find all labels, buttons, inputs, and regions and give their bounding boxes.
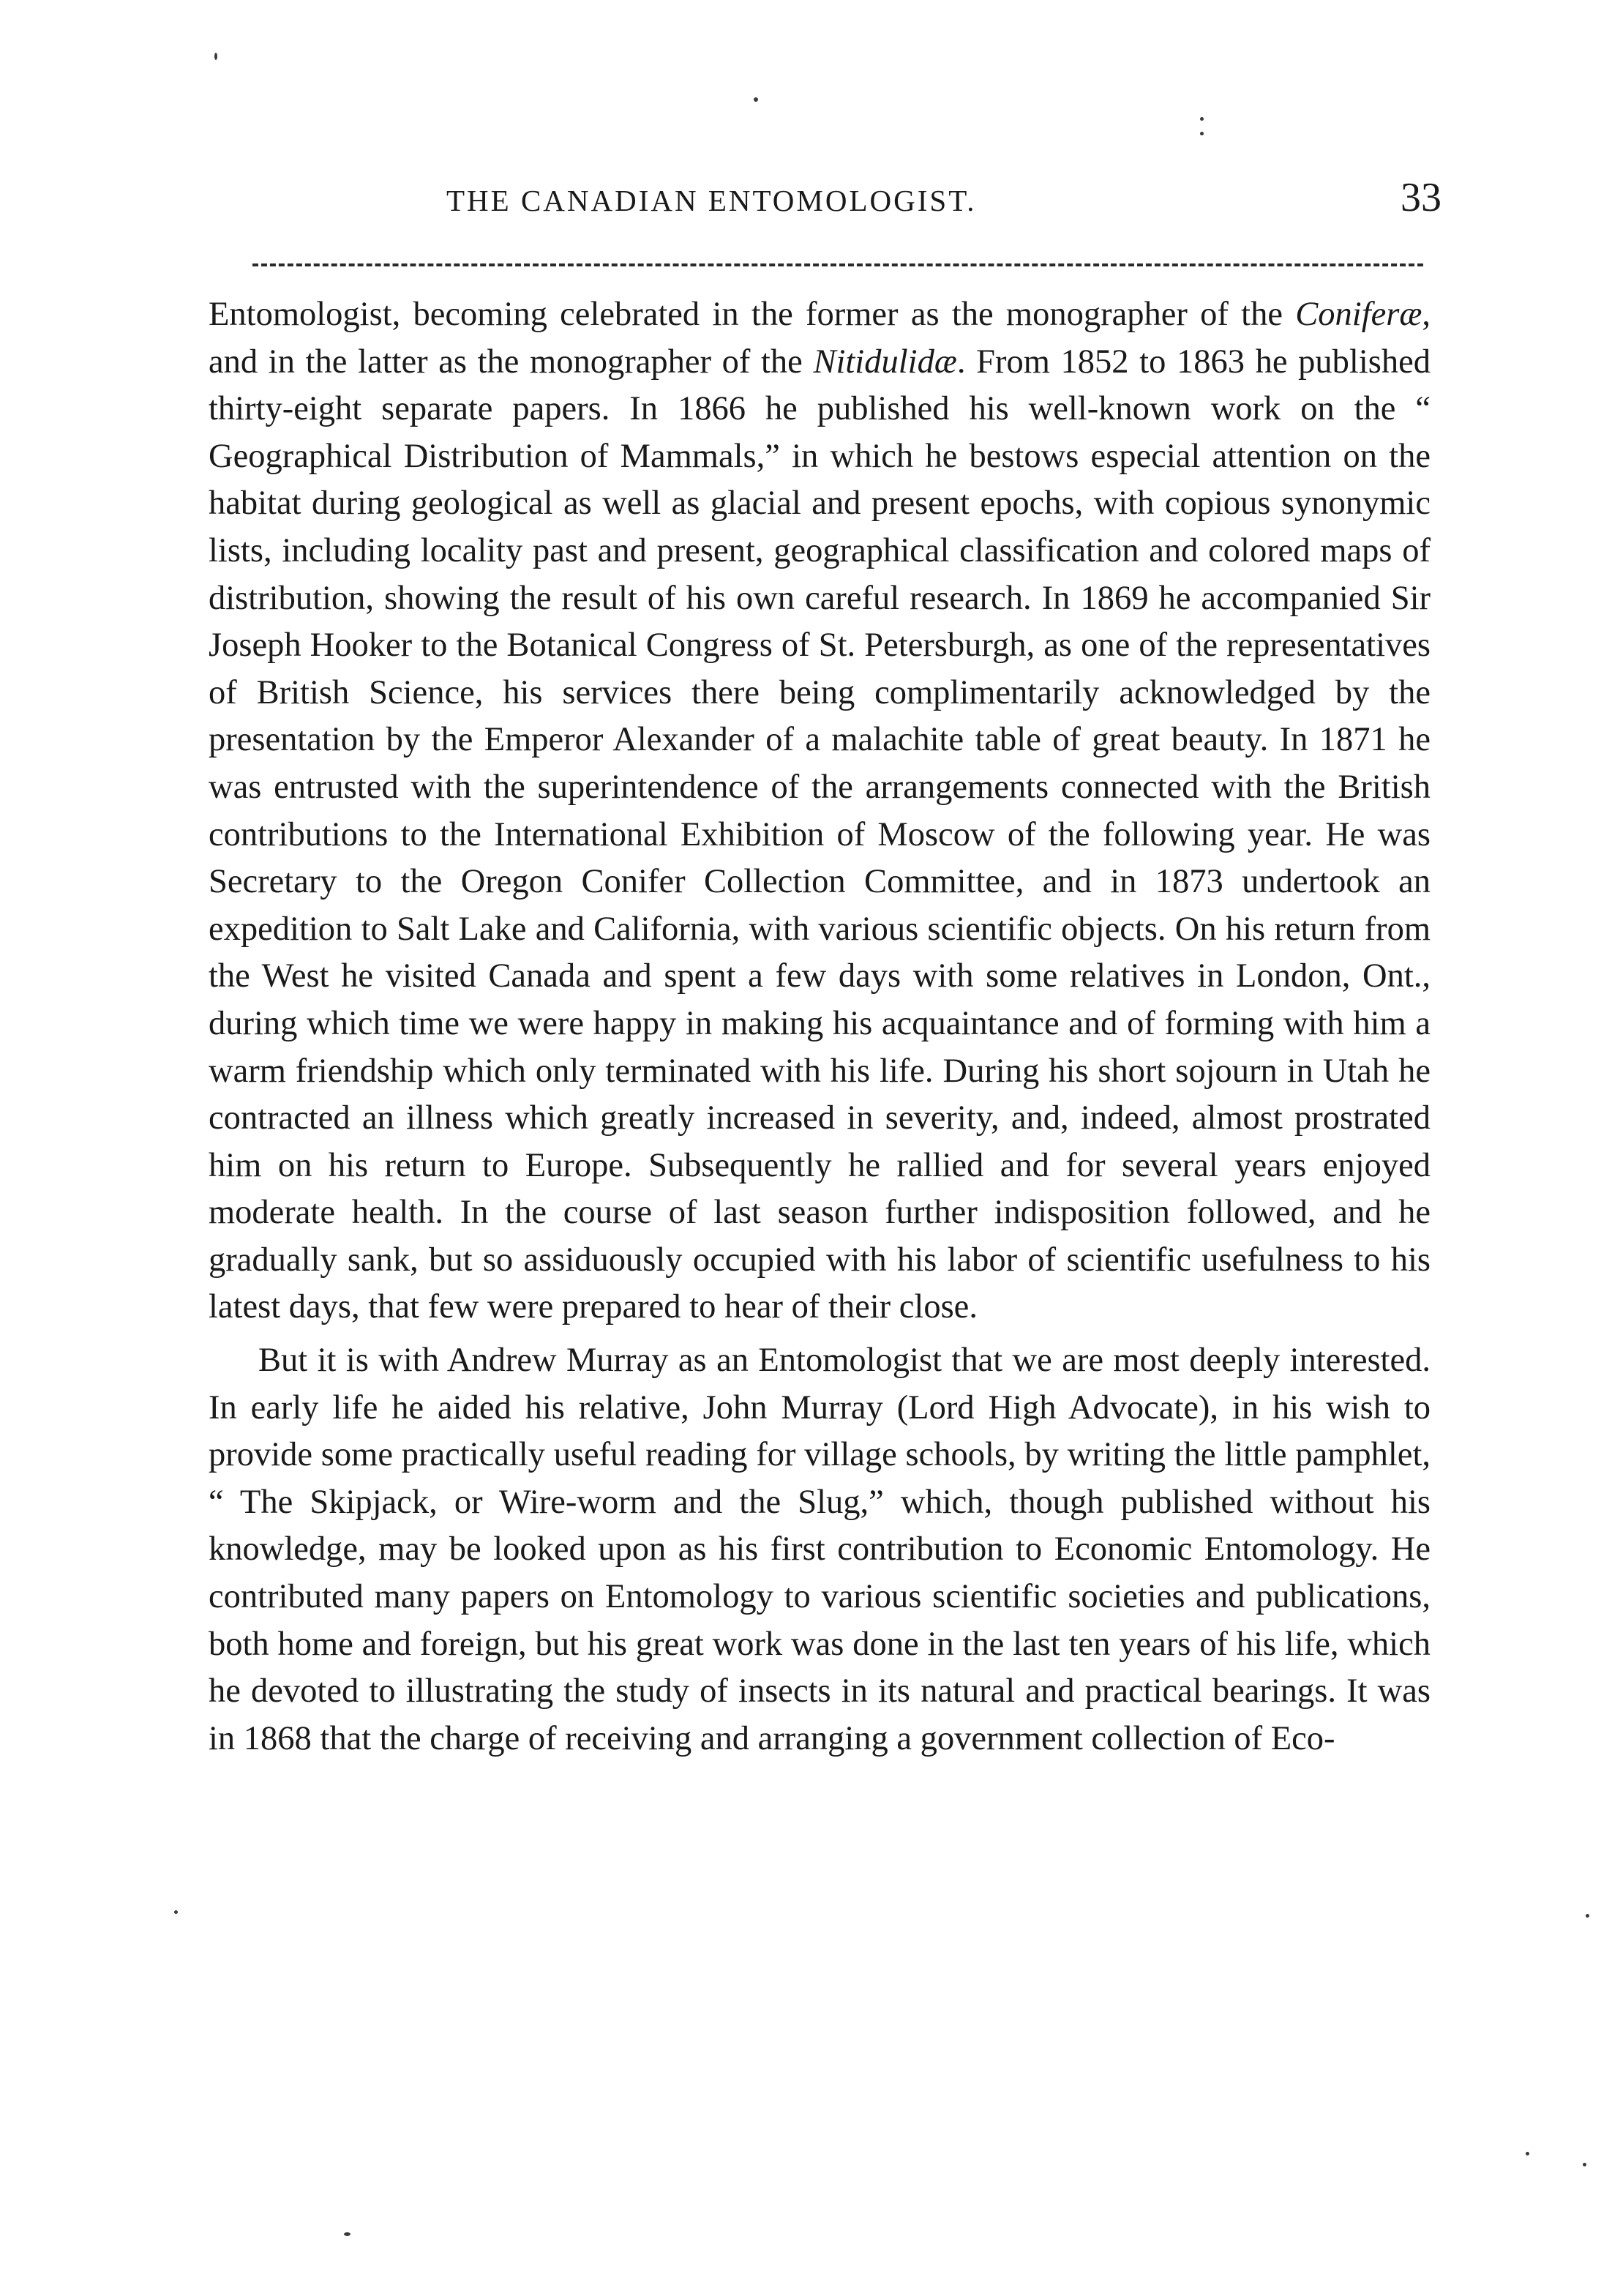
scan-speck <box>754 97 758 102</box>
scan-speck <box>1583 2163 1586 2166</box>
paragraph-1-the: the <box>1241 296 1296 333</box>
running-title: THE CANADIAN ENTOMOLOGIST. <box>446 184 977 217</box>
page-number: 33 <box>1401 175 1442 220</box>
taxon-nitidulidae: Nitidulidæ <box>813 343 957 381</box>
taxon-coniferae: Coniferæ <box>1295 296 1422 333</box>
body-text <box>209 291 1431 1762</box>
paragraph-2: But it is with Andrew Murray as an Entomologist that we are most deeply interested. In early life he aided his relative, John Murray (Lord High Advocate), in his wish to provide some practically useful reading for village schools, by writing the little pamphlet, “ The Skipjack, or Wire-worm and the Slug,” which, though published without his knowledge, may be looked upon as his first contribution to Economic Entomology. He contributed many papers on Entomology to various scientific societies and publications, both home and foreign, but his great work was done in the last ten years of his life, which he devoted to illustrating the study of insects in its natural and practical bearings. It was in 1868 that the charge of receiving and arranging a government collection of Eco- <box>209 1342 1431 1757</box>
scan-speck <box>1526 2152 1529 2155</box>
scan-speck <box>1200 117 1204 121</box>
scan-speck <box>174 1910 178 1914</box>
paragraph-1-connector: , and in the latter as the monographer of the <box>209 296 1431 381</box>
scan-speck <box>1200 132 1204 135</box>
paragraph-1-body: From 1852 to 1863 he published thirty-eight separate papers. In 1866 he published his well-known work on the “ Geographical Distribution of Mammals,” in which he bestows especial attention on the habitat during geological as well as glacial and present epochs, with copious synonymic lists, including locality past and present, geographical classification and colored maps of distribution, showing the result of his own careful research. In 1869 he accompanied Sir Joseph Hooker to the Botanical Congress of St. Petersburgh, as one of the representatives of British Science, his services there being complimentarily acknowledged by the presentation by the Emperor Alexander of a malachite table of great beauty. In 1871 he was entrusted with the superintendence of the arrangements connected with the British contributions to the International Exhibition of Moscow of the following year. He was Secretary to the Oregon Conifer Collection Committee, and in 1873 undertook an expedition to Salt Lake and California, with various scientific objects. On his return from the West he visited Canada and spent a few days with some relatives in London, Ont., during which time we were happy in making his acquaintance and of forming with him a warm friendship which only terminated with his life. During his short sojourn in Utah he contracted an illness which greatly increased in severity, and, indeed, almost prostrated him on his return to Europe. Subsequently he rallied and for several years enjoyed moderate health. In the course of last season further indisposition followed, and he gradually sank, but so assiduously occupied with his labor of scientific usefulness to his latest days, that few were prepared to hear of their close. <box>209 343 1431 1326</box>
paragraph-1 <box>209 291 1431 1331</box>
running-head <box>205 174 1442 233</box>
scan-speck <box>344 2232 350 2236</box>
scan-speck <box>214 53 217 60</box>
paragraph-1-period: . <box>956 343 966 381</box>
header-rule <box>252 263 1423 266</box>
scan-speck <box>1586 1914 1589 1918</box>
paragraph-1-lead: Entomologist, becoming celebrated in the former as the monographer of <box>209 296 1229 333</box>
